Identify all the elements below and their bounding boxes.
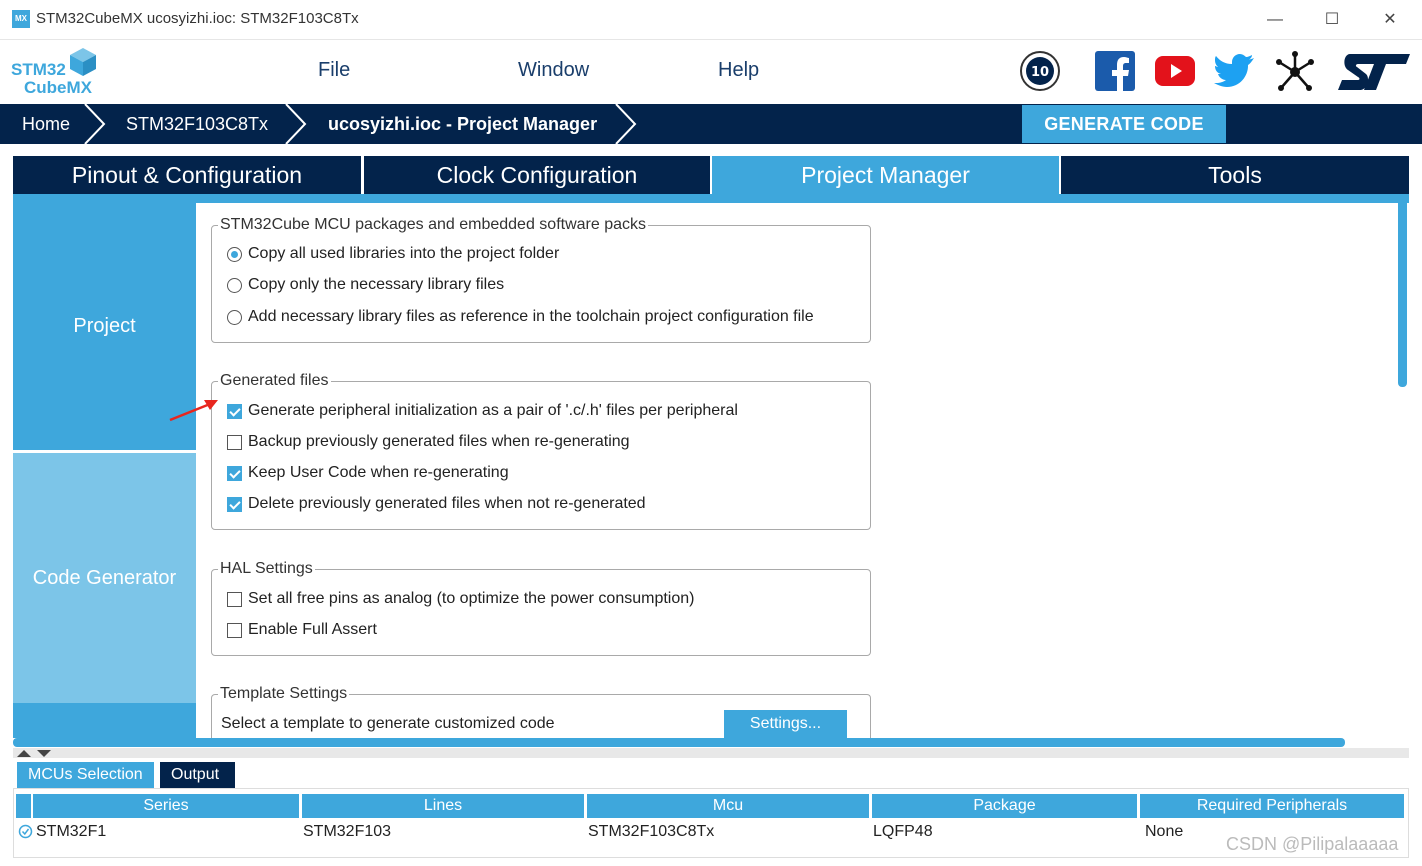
watermark: CSDN @Pilipalaaaaa — [1226, 834, 1399, 854]
tab-pinout-configuration[interactable]: Pinout & Configuration — [13, 156, 361, 194]
table-header-required-peripherals[interactable]: Required Peripherals — [1140, 794, 1404, 818]
table-header-lines[interactable]: Lines — [302, 794, 584, 818]
menu-window[interactable]: Window — [518, 59, 590, 81]
minimize-button[interactable]: — — [1267, 11, 1283, 28]
checkbox-checked[interactable] — [227, 497, 242, 512]
st-logo-icon[interactable] — [1336, 52, 1412, 92]
radio-selected[interactable] — [227, 247, 242, 262]
nav-code-generator[interactable]: Code Generator — [13, 453, 196, 703]
title-bar — [0, 0, 1422, 40]
twitter-icon[interactable] — [1214, 52, 1256, 90]
breadcrumb-home[interactable]: Home — [22, 114, 71, 134]
network-icon[interactable] — [1273, 50, 1317, 94]
main-tabs — [13, 156, 1409, 194]
checkbox-checked[interactable] — [227, 466, 242, 481]
breadcrumb-mcu[interactable]: STM32F103C8Tx — [126, 114, 269, 134]
anniversary-10-icon[interactable] — [1019, 50, 1061, 92]
svg-text:10: 10 — [1030, 65, 1050, 80]
cube-icon — [68, 46, 98, 78]
packages-group-legend: STM32Cube MCU packages and embedded software packs — [220, 216, 646, 233]
breadcrumb-project[interactable]: ucosyizhi.ioc - Project Manager — [328, 114, 598, 134]
table-header-status — [16, 794, 31, 818]
nav-advanced-settings[interactable] — [13, 703, 196, 738]
close-button[interactable]: ✕ — [1383, 11, 1397, 28]
table-cell-required-peripherals[interactable]: None — [1145, 823, 1184, 840]
table-cell-mcu[interactable]: STM32F103C8Tx — [588, 823, 715, 840]
tab-clock-configuration[interactable]: Clock Configuration — [364, 156, 710, 194]
tab-project-manager[interactable]: Project Manager — [712, 156, 1059, 194]
table-header-package[interactable]: Package — [872, 794, 1137, 818]
app-icon: MX — [12, 10, 30, 28]
tab-output[interactable]: Output — [160, 762, 235, 788]
template-settings-button[interactable]: Settings... — [724, 710, 847, 740]
menu-file[interactable]: File — [318, 59, 351, 81]
hal-settings-legend: HAL Settings — [220, 560, 313, 577]
template-settings-legend: Template Settings — [220, 685, 348, 702]
option-label: Set all free pins as analog (to optimize the power consumption) — [248, 590, 695, 607]
radio[interactable] — [227, 310, 242, 325]
tab-mcus-selection[interactable]: MCUs Selection — [17, 762, 154, 788]
tab-tools[interactable]: Tools — [1061, 156, 1409, 194]
hal-settings-group — [211, 560, 871, 656]
vertical-scrollbar[interactable] — [1398, 197, 1407, 387]
option-label: Keep User Code when re-generating — [248, 464, 509, 481]
table-cell-package[interactable]: LQFP48 — [873, 823, 933, 840]
table-cell-lines[interactable]: STM32F103 — [303, 823, 392, 840]
radio[interactable] — [227, 278, 242, 293]
template-description: Select a template to generate customized code — [221, 715, 555, 732]
checkbox[interactable] — [227, 592, 242, 607]
checkbox[interactable] — [227, 435, 242, 450]
option-label: Backup previously generated files when re-generating — [248, 433, 630, 450]
option-label: Add necessary library files as reference in the toolchain project configuration file — [248, 308, 814, 325]
check-circle-icon — [18, 824, 33, 839]
generated-files-legend: Generated files — [220, 372, 329, 389]
left-navigation — [13, 203, 196, 738]
menu-help[interactable]: Help — [718, 59, 760, 81]
option-label: Delete previously generated files when not re-generated — [248, 495, 646, 512]
generate-code-button[interactable]: GENERATE CODE — [1022, 105, 1226, 143]
option-label: Generate peripheral initialization as a pair of '.c/.h' files per peripheral — [248, 402, 738, 419]
annotation-arrow-icon — [166, 396, 220, 424]
table-header-series[interactable]: Series — [33, 794, 299, 818]
checkbox-checked[interactable] — [227, 404, 242, 419]
logo-line1: STM32 — [11, 60, 66, 79]
option-label: Copy all used libraries into the project folder — [248, 245, 560, 262]
window-title: STM32CubeMX ucosyizhi.ioc: STM32F103C8Tx — [36, 10, 359, 27]
chevron-right-icon — [613, 104, 639, 144]
logo-line2: CubeMX — [24, 78, 92, 97]
chevron-right-icon — [283, 104, 309, 144]
nav-project[interactable]: Project — [13, 203, 196, 450]
option-label: Copy only the necessary library files — [248, 276, 505, 293]
table-cell-series[interactable]: STM32F1 — [36, 823, 107, 840]
checkbox[interactable] — [227, 623, 242, 638]
option-label: Enable Full Assert — [248, 621, 377, 638]
facebook-icon[interactable] — [1094, 50, 1136, 92]
panel-splitter[interactable] — [13, 748, 1409, 758]
splitter-arrows-icon[interactable] — [15, 749, 53, 758]
chevron-right-icon — [82, 104, 108, 144]
youtube-icon[interactable] — [1154, 55, 1196, 87]
table-header-mcu[interactable]: Mcu — [587, 794, 869, 818]
maximize-button[interactable]: ☐ — [1324, 11, 1340, 28]
horizontal-scrollbar[interactable] — [13, 738, 1345, 747]
menu-bar — [0, 40, 1422, 104]
